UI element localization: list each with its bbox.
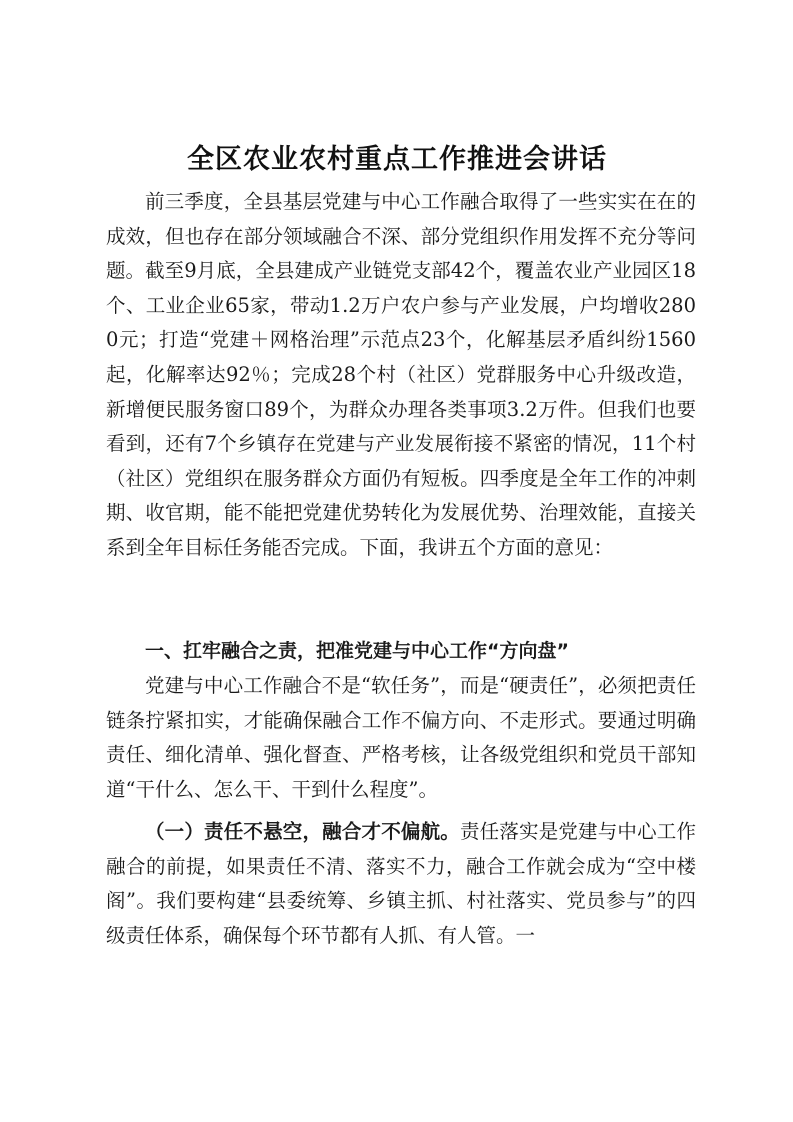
subsection-heading-1: （一）责任不悬空，融合才不偏航。 — [145, 820, 460, 843]
body-paragraph-subsection-1 — [106, 815, 696, 953]
body-paragraph-intro: 前三季度，全县基层党建与中心工作融合取得了一些实实在在的成效，但也存在部分领域融合不深、部分党组织作用发挥不充分等问题。截至9月底，全县建成产业链党支部42个，覆盖农业产业园区18个、工业企业65家，带动1.2万户农户参与产业发展，户均增收2800元；打造“党建＋网格治理”示范点23个，化解基层矛盾纠纷1560起，化解率达92％；完成28个村（社区）党群服务中心升级改造，新增便民服务窗口89个，为群众办理各类事项3.2万件。但我们也要看到，还有7个乡镇存在党建与产业发展衔接不紧密的情况，11个村（社区）党组织在服务群众方面仍有短板。四季度是全年工作的冲刺期、收官期，能不能把党建优势转化为发展优势、治理效能，直接关系到全年目标任务能否完成。下面，我讲五个方面的意见： — [106, 190, 696, 559]
body-paragraph-section-1: 党建与中心工作融合不是“软任务”，而是“硬责任”，必须把责任链条拧紧扣实，才能确保融合工作不偏方向、不走形式。要通过明确责任、细化清单、强化督查、严格考核，让各级党组织和党员干部知道“干什么、怎么干、干到什么程度”。 — [106, 674, 696, 801]
section-heading-1: 一、扛牢融合之责，把准党建与中心工作“方向盘” — [145, 640, 569, 662]
document-title: 全区农业农村重点工作推进会讲话 — [187, 144, 607, 175]
subsection-body-text: 责任落实是党建与中心工作融合的前提，如果责任不清、落实不力，融合工作就会成为“空中楼阁”。我们要构建“县委统筹、乡镇主抓、村社落实、党员参与”的四级责任体系，确保每个环节都有人抓、有人管。一 — [106, 820, 696, 947]
